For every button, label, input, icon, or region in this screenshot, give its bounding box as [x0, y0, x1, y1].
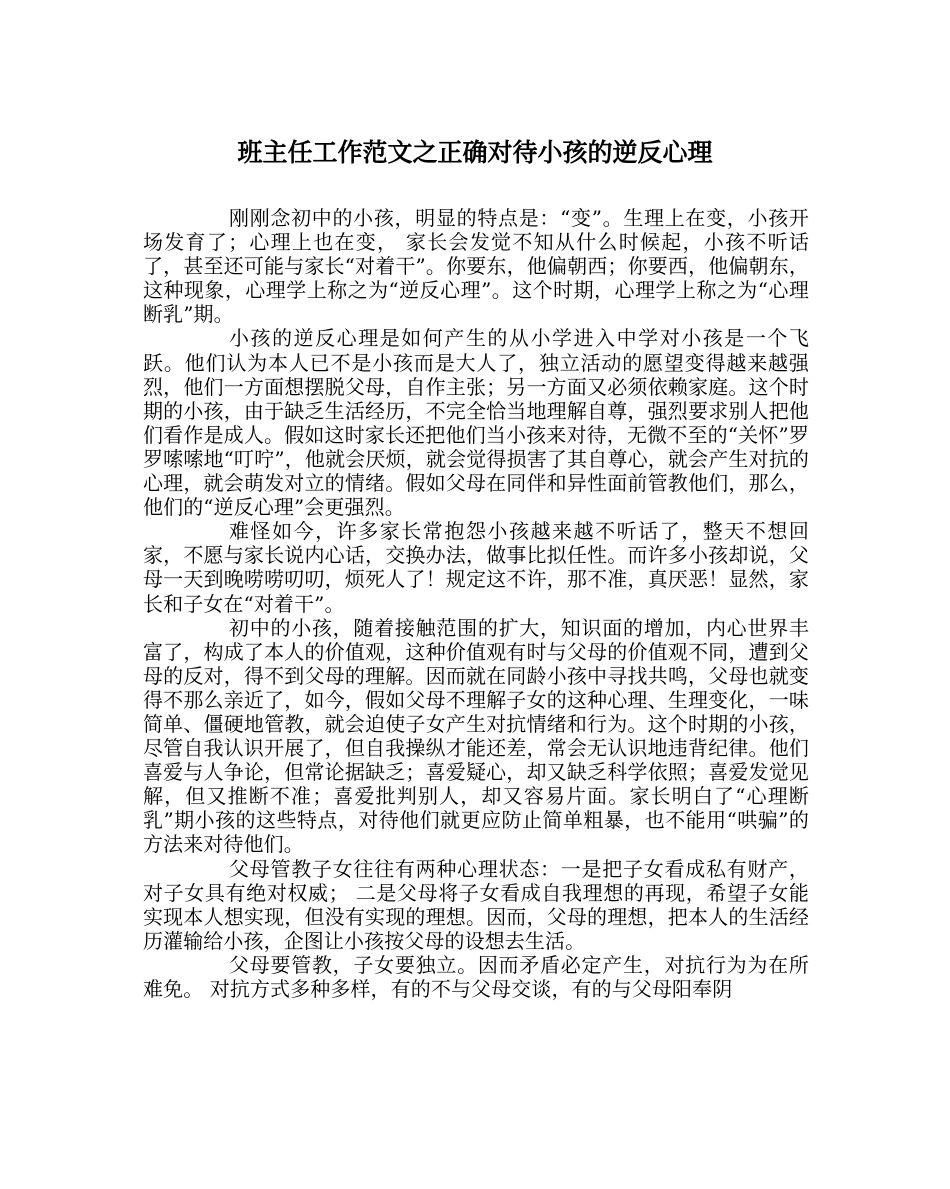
paragraph-3: 难怪如今，许多家长常抱怨小孩越来越不听话了，整天不想回家，不愿与家长说内心话，交换办法，做事比拟任性。而许多小孩却说，父母一天到晚唠唠叨叨，烦死人了！规定这不许，那不准，真厌恶！显然，家长和子女在“对着干”。 — [143, 519, 809, 616]
paragraph-4: 初中的小孩，随着接触范围的扩大，知识面的增加，内心世界丰富了，构成了本人的价值观，这种价值观有时与父母的价值观不同，遭到父母的反对，得不到父母的理解。因而就在同龄小孩中寻找共鸣，父母也就变得不那么亲近了，如今，假如父母不理解子女的这种心理、生理变化，一味简单、僵硬地管教，就会迫使子女产生对抗情绪和行为。这个时期的小孩，尽管自我认识开展了，但自我操纵才能还差，常会无认识地违背纪律。他们喜爱与人争论，但常论据缺乏；喜爱疑心，却又缺乏科学依照；喜爱发觉见解，但又推断不准；喜爱批判别人，却又容易片面。家长明白了“心理断乳”期小孩的这些特点，对待他们就更应防止简单粗暴，也不能用“哄骗”的方法来对待他们。 — [143, 615, 809, 857]
paragraph-1: 刚刚念初中的小孩，明显的特点是：“变”。生理上在变，小孩开场发育了；心理上也在变， 家长会发觉不知从什么时候起，小孩不听话了，甚至还可能与家长“对着干”。你要东，他偏朝西；你要西，他偏朝东，这种现象，心理学上称之为“逆反心理”。这个时期，心理学上称之为“心理断乳”期。 — [143, 206, 809, 327]
paragraph-2: 小孩的逆反心理是如何产生的从小学进入中学对小孩是一个飞跃。他们认为本人已不是小孩而是大人了，独立活动的愿望变得越来越强烈，他们一方面想摆脱父母，自作主张；另一方面又必须依赖家庭。这个时期的小孩，由于缺乏生活经历，不完全恰当地理解自尊，强烈要求别人把他们看作是成人。假如这时家长还把他们当小孩来对待，无微不至的“关怀”罗罗嗦嗦地“叮咛”，他就会厌烦，就会觉得损害了其自尊心，就会产生对抗的心理，就会萌发对立的情绪。假如父母在同伴和异性面前管教他们，那么，他们的“逆反心理”会更强烈。 — [143, 326, 809, 520]
document-body — [143, 206, 809, 1001]
paragraph-6: 父母要管教，子女要独立。因而矛盾必定产生，对抗行为为在所难免。 对抗方式多种多样，有的不与父母交谈，有的与父母阳奉阴 — [143, 952, 809, 1001]
document-title: 班主任工作范文之正确对待小孩的逆反心理 — [237, 138, 713, 167]
paragraph-5: 父母管教子女往往有两种心理状态：一是把子女看成私有财产，对子女具有绝对权威； 二是父母将子女看成自我理想的再现，希望子女能实现本人想实现，但没有实现的理想。因而，父母的理想，把本人的生活经历灌输给小孩，企图让小孩按父母的设想去生活。 — [143, 856, 809, 953]
